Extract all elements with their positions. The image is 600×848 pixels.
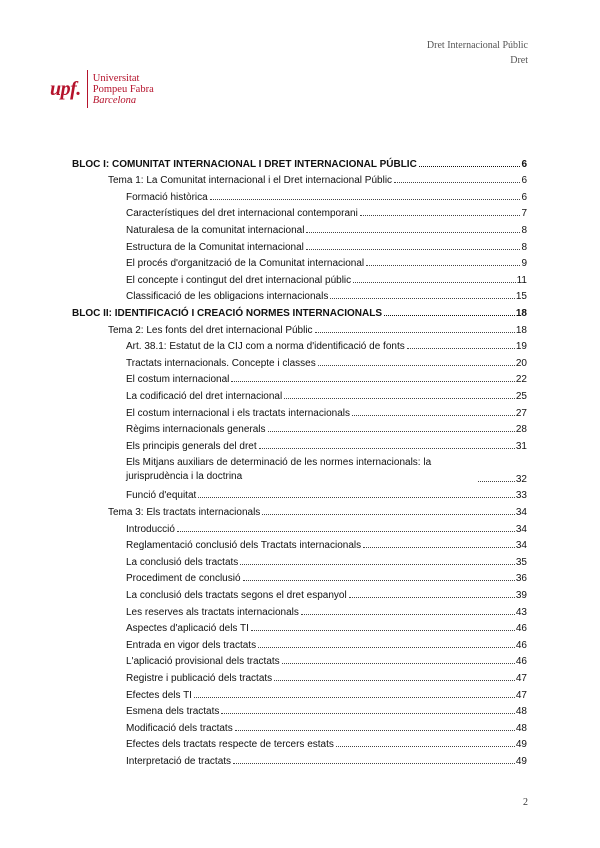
toc-leader	[352, 415, 515, 416]
header-course: Dret Internacional Públic	[426, 40, 528, 51]
toc-label: Naturalesa de la comunitat internacional	[126, 224, 305, 236]
toc-entry[interactable]	[72, 203, 527, 220]
toc-leader	[194, 697, 515, 698]
toc-leader	[240, 564, 515, 565]
toc-entry-bloc-1[interactable]	[72, 153, 527, 170]
toc-label: Els principis generals del dret	[126, 440, 257, 452]
toc-entry[interactable]	[72, 667, 527, 684]
toc-entry[interactable]	[72, 236, 527, 253]
toc-page: 9	[521, 258, 527, 270]
toc-page: 15	[515, 291, 527, 303]
running-header	[427, 38, 528, 68]
toc-entry-bloc-2[interactable]	[72, 302, 527, 319]
toc-label: Procediment de conclusió	[126, 573, 241, 585]
toc-leader	[231, 381, 514, 382]
toc-entry[interactable]	[72, 269, 527, 286]
toc-label: La conclusió dels tractats	[126, 556, 239, 568]
toc-page: 35	[515, 556, 527, 568]
toc-label: Les reserves als tractats internacionals	[126, 606, 299, 618]
toc-page: 47	[515, 673, 527, 684]
toc-label: Efectes dels TI	[126, 689, 192, 701]
toc-leader	[306, 249, 521, 250]
toc-entry[interactable]	[72, 452, 527, 485]
toc-leader	[262, 514, 515, 515]
toc-entry[interactable]	[72, 551, 527, 568]
toc-leader	[274, 680, 515, 681]
toc-entry[interactable]	[72, 352, 527, 369]
toc-label: L'aplicació provisional dels tractats	[126, 656, 280, 668]
toc-leader	[330, 298, 515, 299]
toc-page: 18	[515, 324, 527, 336]
toc-leader	[268, 431, 515, 432]
toc-label: BLOC I: COMUNITAT INTERNACIONAL I DRET INTERNACIONAL PÚBLIC	[72, 158, 417, 170]
toc-page: 32	[515, 473, 527, 485]
toc-entry[interactable]	[72, 750, 527, 767]
toc-label: Formació històrica	[126, 191, 208, 203]
toc-page: 34	[515, 540, 527, 552]
toc-entry[interactable]	[72, 485, 527, 502]
toc-label: Registre i publicació dels tractats	[126, 673, 273, 684]
toc-label: Règims internacionals generals	[126, 424, 266, 436]
toc-label: Tema 3: Els tractats internacionals	[108, 507, 261, 519]
toc-leader	[360, 215, 521, 216]
toc-entry-tema-1[interactable]	[72, 170, 527, 187]
toc-page: 49	[515, 755, 527, 767]
toc-leader	[243, 580, 515, 581]
logo-text	[93, 73, 154, 106]
toc-leader	[233, 763, 515, 764]
toc-label: Característiques del dret internacional contemporani	[126, 208, 358, 220]
toc-leader	[198, 497, 515, 498]
toc-page: 22	[515, 374, 527, 386]
toc-leader	[478, 481, 515, 482]
toc-entry[interactable]	[72, 336, 527, 353]
toc-page: 36	[515, 573, 527, 585]
toc-label: Efectes dels tractats respecte de tercers estats	[126, 739, 334, 751]
toc-page: 43	[515, 606, 527, 618]
header-degree: Dret	[510, 55, 528, 66]
toc-label: Entrada en vigor dels tractats	[126, 639, 257, 651]
toc-page: 11	[516, 274, 527, 286]
toc-leader	[419, 166, 521, 167]
toc-leader	[301, 614, 515, 615]
toc-page: 6	[521, 191, 527, 203]
toc-label: El procés d'organització de la Comunitat internacional	[126, 258, 365, 270]
toc-leader	[282, 663, 515, 664]
toc-label: Aspectes d'aplicació dels TI	[126, 623, 249, 635]
toc-entry[interactable]	[72, 419, 527, 436]
toc-leader	[235, 730, 515, 731]
toc-leader	[384, 315, 515, 316]
toc-label: Tractats internacionals. Concepte i classes	[126, 357, 316, 369]
toc-page: 8	[521, 224, 527, 236]
toc-entry[interactable]	[72, 601, 527, 618]
toc-page: 8	[521, 241, 527, 253]
logo-mark: upf.	[50, 77, 81, 100]
university-logo	[50, 70, 154, 108]
toc-page: 33	[515, 490, 527, 502]
toc-entry-tema-3[interactable]	[72, 501, 527, 518]
toc-leader	[221, 713, 515, 714]
toc-page: 6	[521, 158, 527, 170]
toc-page: 48	[515, 706, 527, 718]
toc-entry[interactable]	[72, 518, 527, 535]
toc-leader	[394, 182, 520, 183]
toc-entry[interactable]	[72, 402, 527, 419]
toc-label: El concepte i contingut del dret internacional públic	[126, 274, 352, 286]
toc-leader	[349, 597, 515, 598]
toc-entry[interactable]	[72, 634, 527, 651]
toc-leader	[363, 547, 515, 548]
toc-leader	[306, 232, 520, 233]
toc-page: 34	[515, 507, 527, 519]
toc-entry[interactable]	[72, 618, 527, 635]
toc-entry-tema-2[interactable]	[72, 319, 527, 336]
toc-label: BLOC II: IDENTIFICACIÓ I CREACIÓ NORMES INTERNACIONALS	[72, 307, 382, 319]
toc-label: Art. 38.1: Estatut de la CIJ com a norma d'identificació de fonts	[126, 341, 405, 353]
toc-page: 7	[521, 208, 527, 220]
toc-label: Els Mitjans auxiliars de determinació de les normes internacionals: la jurisprudència i la doctrina	[126, 456, 432, 482]
toc-page: 28	[515, 424, 527, 436]
toc-page: 46	[515, 639, 527, 651]
toc-page: 49	[515, 739, 527, 751]
toc-page: 25	[515, 390, 527, 402]
toc-entry[interactable]	[72, 734, 527, 751]
toc-label: Tema 2: Les fonts del dret internacional Públic	[108, 324, 313, 336]
toc-label: La conclusió dels tractats segons el dret espanyol	[126, 590, 347, 602]
toc-page: 27	[515, 407, 527, 419]
toc-label: Interpretació de tractats	[126, 755, 232, 767]
logo-divider	[87, 70, 88, 108]
page-number: 2	[523, 797, 528, 808]
toc-label: Classificació de les obligacions internacionals	[126, 291, 329, 303]
toc-entry[interactable]	[72, 435, 527, 452]
toc-label: Esmena dels tractats	[126, 706, 220, 718]
toc-page: 48	[515, 722, 527, 734]
toc-leader	[251, 630, 515, 631]
toc-entry[interactable]	[72, 651, 527, 668]
toc-leader	[318, 365, 515, 366]
toc-leader	[353, 282, 515, 283]
toc-leader	[258, 647, 515, 648]
toc-entry[interactable]	[72, 369, 527, 386]
toc-leader	[407, 348, 515, 349]
toc-label: Funció d'equitat	[126, 490, 197, 502]
toc-entry[interactable]	[72, 186, 527, 203]
toc-leader	[366, 265, 520, 266]
toc-leader	[259, 448, 515, 449]
toc-label: El costum internacional	[126, 374, 230, 386]
toc-label: Modificació dels tractats	[126, 722, 233, 734]
toc-label: Reglamentació conclusió dels Tractats internacionals	[126, 540, 362, 552]
toc-page: 31	[515, 440, 527, 452]
toc-entry[interactable]	[72, 286, 527, 303]
toc-entry[interactable]	[72, 535, 527, 552]
toc-label: Estructura de la Comunitat internacional	[126, 241, 304, 253]
toc-page: 39	[515, 590, 527, 602]
toc-label: La codificació del dret internacional	[126, 390, 283, 402]
toc-entry[interactable]	[72, 717, 527, 734]
toc-page: 18	[515, 307, 527, 319]
logo-line-2: Pompeu Fabra	[92, 83, 154, 95]
toc-page: 46	[515, 656, 527, 668]
toc-label: Tema 1: La Comunitat internacional i el Dret internacional Públic	[108, 175, 393, 187]
toc-page: 20	[515, 357, 527, 369]
toc-entry[interactable]	[72, 385, 527, 402]
logo-line-1: Universitat	[92, 72, 140, 84]
toc-page: 46	[515, 623, 527, 635]
toc-page: 6	[521, 175, 527, 187]
toc-leader	[177, 531, 515, 532]
toc-page: 34	[515, 523, 527, 535]
toc-entry[interactable]	[72, 219, 527, 236]
toc-leader	[336, 746, 515, 747]
toc-entry[interactable]	[72, 584, 527, 601]
toc-label: El costum internacional i els tractats internacionals	[126, 407, 350, 419]
toc-entry[interactable]	[72, 701, 527, 718]
toc-page: 47	[515, 689, 527, 701]
toc-label: Introducció	[126, 523, 175, 535]
toc-page: 19	[515, 341, 527, 353]
toc-entry[interactable]	[72, 253, 527, 270]
toc-entry[interactable]	[72, 568, 527, 585]
logo-line-3: Barcelona	[92, 94, 137, 106]
toc-leader	[284, 398, 515, 399]
toc-leader	[210, 199, 521, 200]
table-of-contents	[72, 153, 527, 767]
toc-leader	[315, 332, 515, 333]
toc-entry[interactable]	[72, 684, 527, 701]
